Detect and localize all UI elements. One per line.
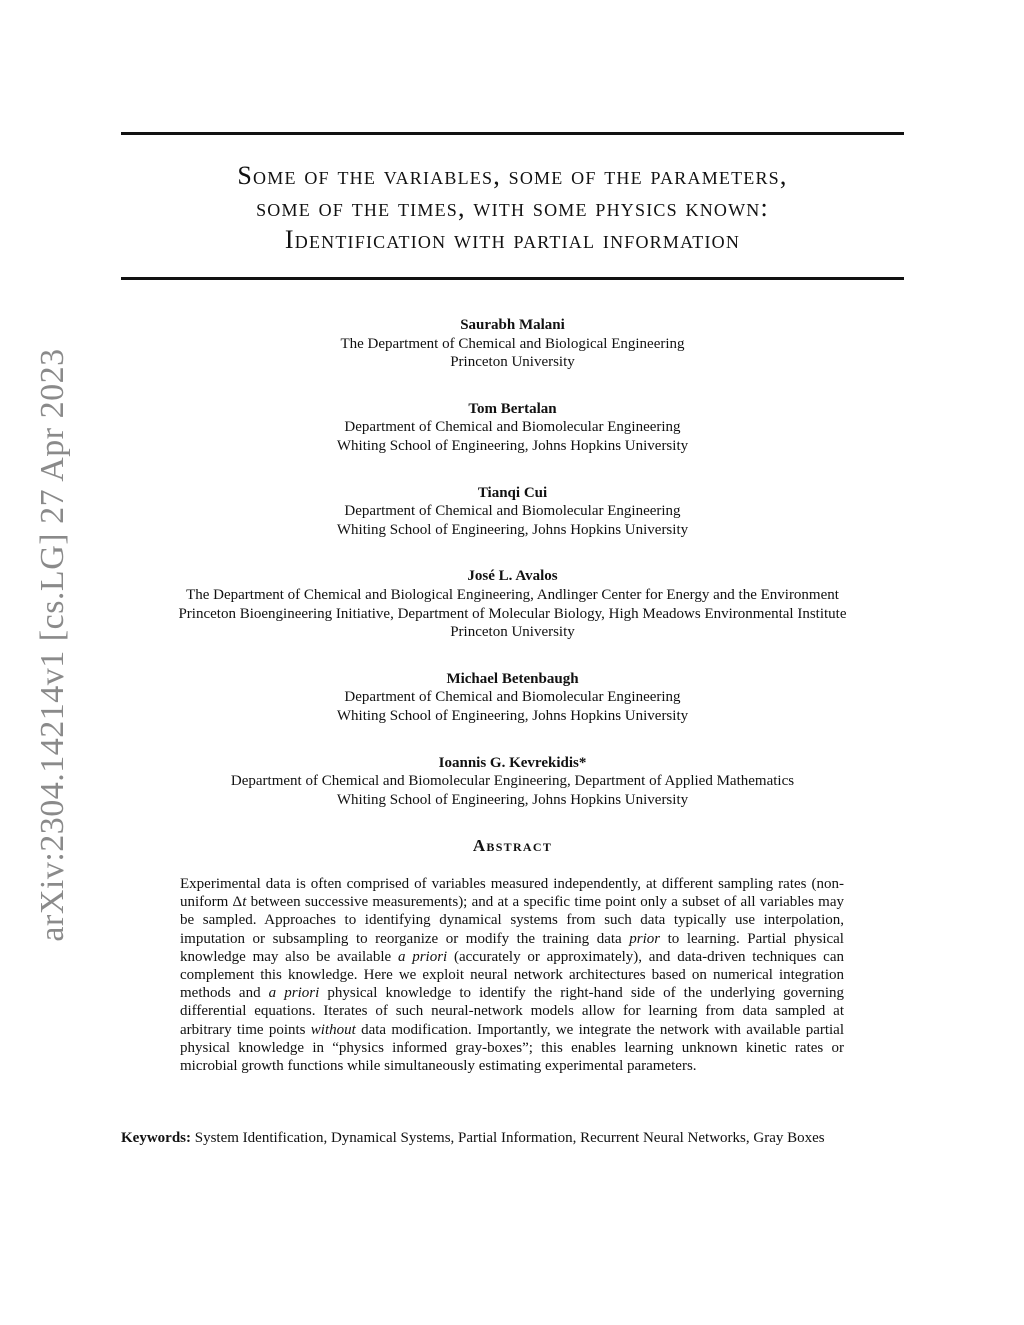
author-affiliation: Department of Chemical and Biomolecular Engineering [344,419,681,436]
author-affiliation: Whiting School of Engineering, Johns Hopkins University [336,437,689,454]
abstract-text: between successive measurements); and at a specific time point only a subset of all variables may be sampled. Approaches to identifying dynamical systems from such data typically use interpolation, imputation or subsampling to reorganize or modify the training data [180,894,844,947]
author-block [121,400,904,456]
author-affiliation: Princeton University [450,354,575,371]
abstract-heading: Abstract [472,836,553,855]
abstract-text: data modification. Importantly, we integrate the network with available partial physical knowledge in “physics informed gray-boxes”; this enables learning unknown kinetic rates or microbial growth functions while simultaneously estimating experimental parameters. [180,1021,845,1075]
author-name: Tianqi Cui [477,484,548,501]
author-name: Michael Betenbaugh [446,670,579,687]
author-name: Ioannis G. Kevrekidis* [438,754,587,771]
author-name: José L. Avalos [467,568,558,585]
abstract-text: physical knowledge to identify the right-hand side of the underlying governing differential equations. Iterates of such neural-network models allow for learning from data sampled at arbitrary time points [180,985,844,1038]
abstract-emphasis: a priori [397,948,448,965]
abstract-emphasis: t [242,894,247,911]
author-affiliation: The Department of Chemical and Biological Engineering, Andlinger Center for Energy and the Environment [186,586,839,603]
abstract-emphasis: prior [629,930,661,947]
title-line: some of the times, with some physics known: [256,193,769,222]
author-affiliation: The Department of Chemical and Biological Engineering [340,335,685,352]
abstract-text: to learning. Partial physical knowledge may also be available [180,930,844,965]
author-name: Tom Bertalan [468,400,557,417]
author-affiliation: Whiting School of Engineering, Johns Hopkins University [336,707,689,724]
keywords-text: System Identification, Dynamical Systems, Partial Information, Recurrent Neural Networks, Gray Boxes [194,1130,825,1146]
author-block [121,670,904,726]
title-bottom-rule [121,277,904,280]
author-list [121,316,904,837]
author-affiliation: Department of Chemical and Biomolecular Engineering [344,689,681,706]
abstract-body [180,875,844,1075]
author-affiliation: Princeton University [450,624,575,641]
abstract-text: (accurately or approximately), and data-driven techniques can complement this knowledge. Here we exploit neural network architectures based on numerical integration methods and [180,948,844,1002]
arxiv-side-stamp: arXiv:2304.14214v1 [cs.LG] 27 Apr 2023 [34,348,71,942]
author-affiliation: Department of Chemical and Biomolecular Engineering, Department of Applied Mathematics [230,773,795,790]
author-affiliation: Whiting School of Engineering, Johns Hopkins University [336,521,689,538]
author-block [121,754,904,810]
author-affiliation: Princeton Bioengineering Initiative, Department of Molecular Biology, High Meadows Environmental Institute [178,605,847,622]
title-line: Identification with partial information [284,225,741,254]
author-affiliation: Whiting School of Engineering, Johns Hopkins University [336,791,689,808]
keywords-line [121,1129,921,1147]
title-line: Some of the variables, some of the parameters, [237,161,788,190]
abstract-emphasis: a priori [268,985,320,1002]
abstract-text: Experimental data is often comprised of variables measured independently, at different sampling rates (non-uniform Δ [180,876,844,911]
author-block [121,316,904,372]
author-block [121,567,904,641]
title-top-rule [121,132,904,135]
author-affiliation: Department of Chemical and Biomolecular Engineering [344,503,681,520]
abstract-emphasis: without [310,1021,356,1038]
author-name: Saurabh Malani [460,317,565,333]
paper-title [121,160,904,256]
keywords-label: Keywords: [121,1130,191,1146]
author-block [121,484,904,540]
